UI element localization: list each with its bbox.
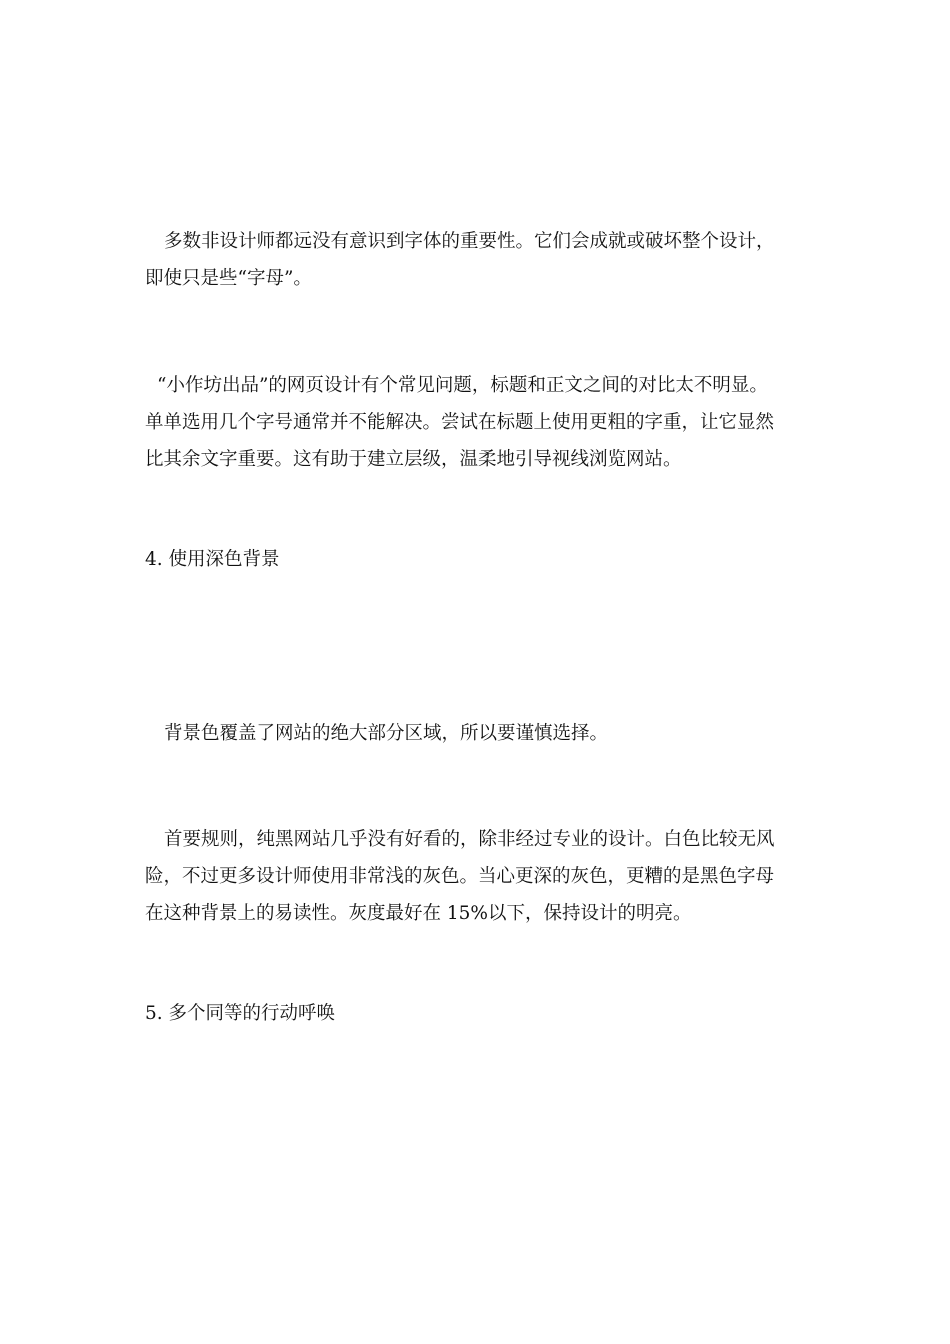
paragraph-line: 比其余文字重要。这有助于建立层级，温柔地引导视线浏览网站。 <box>145 449 682 470</box>
section-heading-multiple-cta: 5. 多个同等的行动呼唤 <box>145 1003 336 1024</box>
paragraph-line: 在这种背景上的易读性。灰度最好在 15%以下，保持设计的明亮。 <box>145 903 692 924</box>
paragraph-background-color <box>145 715 810 752</box>
paragraph-line: 即使只是些“字母”。 <box>145 268 312 289</box>
paragraph-font-importance <box>145 223 810 297</box>
paragraph-line: “小作坊出品”的网页设计有个常见问题，标题和正文之间的对比太不明显。 <box>157 375 768 396</box>
paragraph-line: 首要规则，纯黑网站几乎没有好看的，除非经过专业的设计。白色比较无风 <box>164 829 775 850</box>
section-heading-dark-background: 4. 使用深色背景 <box>145 549 280 570</box>
paragraph-black-website-rule <box>145 821 810 932</box>
paragraph-line: 多数非设计师都远没有意识到字体的重要性。它们会成就或破坏整个设计， <box>164 231 775 252</box>
paragraph-line: 险，不过更多设计师使用非常浅的灰色。当心更深的灰色，更糟的是黑色字母 <box>145 866 775 887</box>
paragraph-line: 背景色覆盖了网站的绝大部分区域，所以要谨慎选择。 <box>164 723 609 744</box>
paragraph-title-contrast <box>145 367 810 478</box>
paragraph-line: 单单选用几个字号通常并不能解决。尝试在标题上使用更粗的字重，让它显然 <box>145 412 775 433</box>
